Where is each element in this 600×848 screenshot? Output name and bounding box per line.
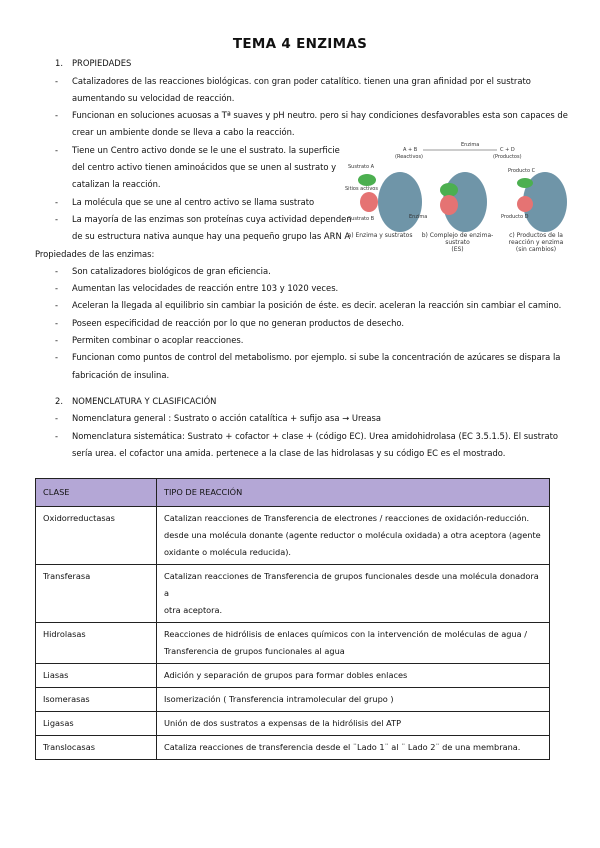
reaction-line: Cataliza reacciones de transferencia desde el ¨Lado 1¨ al ¨ Lado 2¨ de una membrana.	[164, 742, 521, 752]
dash-bullet: -	[55, 265, 59, 276]
section-number: 1.	[55, 58, 63, 68]
class-cell: Translocasas	[36, 736, 157, 760]
dash-bullet: -	[55, 144, 59, 155]
bullet-text: La mayoría de las enzimas son proteínas cuya actividad dependen	[72, 213, 352, 224]
dash-bullet: -	[55, 335, 59, 345]
reaction-line: Reacciones de hidrólisis de enlaces químicos con la intervención de moléculas de agua /	[164, 629, 527, 639]
table-row	[36, 565, 550, 623]
equation-right: C + D	[500, 147, 515, 153]
dash-bullet: -	[55, 300, 59, 311]
substrate-a-label: Sustrato A	[348, 164, 375, 170]
bullet-text: Aumentan las velocidades de reacción entre 103 y 1020 veces.	[72, 283, 339, 294]
substrate-b-label: Sustrato B	[348, 216, 375, 222]
dash-bullet: -	[55, 317, 59, 328]
caption-c-1: c) Productos de la reacción y enzima	[508, 232, 564, 246]
equation-enzyme: Enzima	[461, 142, 480, 148]
bullet-text: Funcionan como puntos de control del metabolismo. por ejemplo. si sube la concentración de azúcares se dispara la	[72, 352, 561, 363]
class-cell: Hidrolasas	[36, 623, 157, 664]
bullet-text: Aceleran la llegada al equilibrio sin cambiar la posición de éste. es decir. aceleran la reacción sin cambiar el camino.	[72, 300, 562, 311]
reaction-cell	[157, 712, 550, 736]
bullet-text: del centro activo tienen aminoácidos que se unen al sustrato y	[72, 162, 337, 172]
page-title: TEMA 4 ENZIMAS	[232, 36, 368, 52]
reaction-line: Transferencia de grupos funcionales al agua	[164, 646, 345, 656]
class-cell: Oxidorreductasas	[36, 507, 157, 565]
bullet-text: Catalizadores de las reacciones biológicas. con gran poder catalítico. tienen una gran afinidad por el sustrato	[72, 75, 531, 86]
reaction-cell	[157, 688, 550, 712]
header-clase: CLASE	[36, 479, 157, 507]
bullet-text: sería urea. el cofactor una amida. pertenece a la clase de las hidrolasas y su código EC es el mostrado.	[72, 447, 506, 458]
products-label: (Productos)	[493, 154, 522, 160]
subheading: Propiedades de las enzimas:	[35, 248, 155, 259]
table-row	[36, 712, 550, 736]
bullet-text: catalizan la reacción.	[72, 179, 161, 190]
reaction-cell	[157, 736, 550, 760]
caption-a: a) Enzima y sustratos	[347, 232, 413, 239]
reaction-line: oxidante o molécula reducida).	[164, 547, 292, 557]
table-row	[36, 664, 550, 688]
section-heading: PROPIEDADES	[72, 58, 132, 68]
reaction-line: Isomerización ( Transferencia intramolecular del grupo )	[164, 694, 394, 704]
enzyme-label: Enzima	[409, 214, 428, 220]
bullet-text: fabricación de insulina.	[72, 369, 170, 380]
header-tipo: TIPO DE REACCIÓN	[157, 479, 550, 507]
caption-b	[420, 232, 495, 253]
reaction-line: otra aceptora.	[164, 605, 223, 615]
caption-b-2: (ES)	[451, 246, 464, 253]
product-d-label: Producto D	[501, 214, 529, 220]
dash-bullet: -	[55, 352, 59, 363]
class-cell: Ligasas	[36, 712, 157, 736]
caption-c	[497, 232, 575, 253]
bullet-text: de su estructura nativa aunque hay una pequeño grupo las ARN A	[72, 231, 351, 242]
class-cell: Transferasa	[36, 565, 157, 623]
bullet-text: Poseen especificidad de reacción por lo que no generan productos de desecho.	[72, 317, 405, 328]
bullet-text: aumentando su velocidad de reacción.	[72, 92, 235, 103]
reaction-line: Catalizan reacciones de Transferencia de grupos funcionales desde una molécula donadora a	[164, 571, 539, 598]
section-heading: NOMENCLATURA Y CLASIFICACIÓN	[72, 395, 217, 406]
enzyme-classification-table	[35, 478, 550, 760]
reaction-line: Adición y separación de grupos para formar dobles enlaces	[164, 670, 408, 680]
table-row	[36, 736, 550, 760]
bullet-text: Son catalizadores biológicos de gran eficiencia.	[72, 265, 271, 276]
dash-bullet: -	[55, 430, 59, 441]
bullet-text: Tiene un Centro activo donde se le une el sustrato. la superficie	[72, 144, 340, 155]
dash-bullet: -	[55, 213, 59, 224]
caption-c-2: (sin cambios)	[515, 246, 557, 253]
dash-bullet: -	[55, 75, 59, 86]
table-row	[36, 623, 550, 664]
active-sites-label: Sitios activos	[345, 186, 378, 192]
product-c-label: Producto C	[508, 168, 536, 174]
table-row	[36, 507, 550, 565]
reaction-cell	[157, 565, 550, 623]
caption-b-1: b) Complejo de enzima-sustrato	[421, 232, 494, 246]
bullet-text: Funcionan en soluciones acuosas a Tª suaves y pH neutro. pero si hay condiciones desfavorables esta son capaces de	[72, 110, 568, 121]
dash-bullet: -	[55, 110, 59, 121]
reaction-cell	[157, 664, 550, 688]
table-header-row	[36, 479, 550, 507]
dash-bullet: -	[55, 413, 59, 424]
reactants-label: (Reactivos)	[395, 154, 424, 160]
bullet-text: crear un ambiente donde se lleva a cabo la reacción.	[72, 127, 295, 138]
section-number: 2.	[55, 395, 63, 406]
class-cell: Isomerasas	[36, 688, 157, 712]
class-cell: Liasas	[36, 664, 157, 688]
dash-bullet: -	[55, 283, 59, 294]
reaction-line: Unión de dos sustratos a expensas de la hidrólisis del ATP	[164, 718, 402, 728]
table-row	[36, 688, 550, 712]
reaction-cell	[157, 623, 550, 664]
reaction-line: desde una molécula donante (agente reductor o molécula oxidada) a otra aceptora (agente	[164, 530, 541, 540]
equation-left: A + B	[403, 147, 418, 153]
bullet-text: La molécula que se une al centro activo se llama sustrato	[72, 196, 315, 207]
bullet-text: Nomenclatura sistemática: Sustrato + cofactor + clase + (código EC). Urea amidohidrolasa (EC 3.5.1.5). El sustrato	[72, 430, 558, 441]
bullet-text: Permiten combinar o acoplar reacciones.	[72, 335, 244, 345]
dash-bullet: -	[55, 196, 59, 207]
reaction-line: Catalizan reacciones de Transferencia de electrones / reacciones de oxidación-reducción.	[164, 513, 530, 523]
bullet-text: Nomenclatura general : Sustrato o acción catalítica + sufijo asa → Ureasa	[72, 413, 382, 424]
reaction-cell	[157, 507, 550, 565]
